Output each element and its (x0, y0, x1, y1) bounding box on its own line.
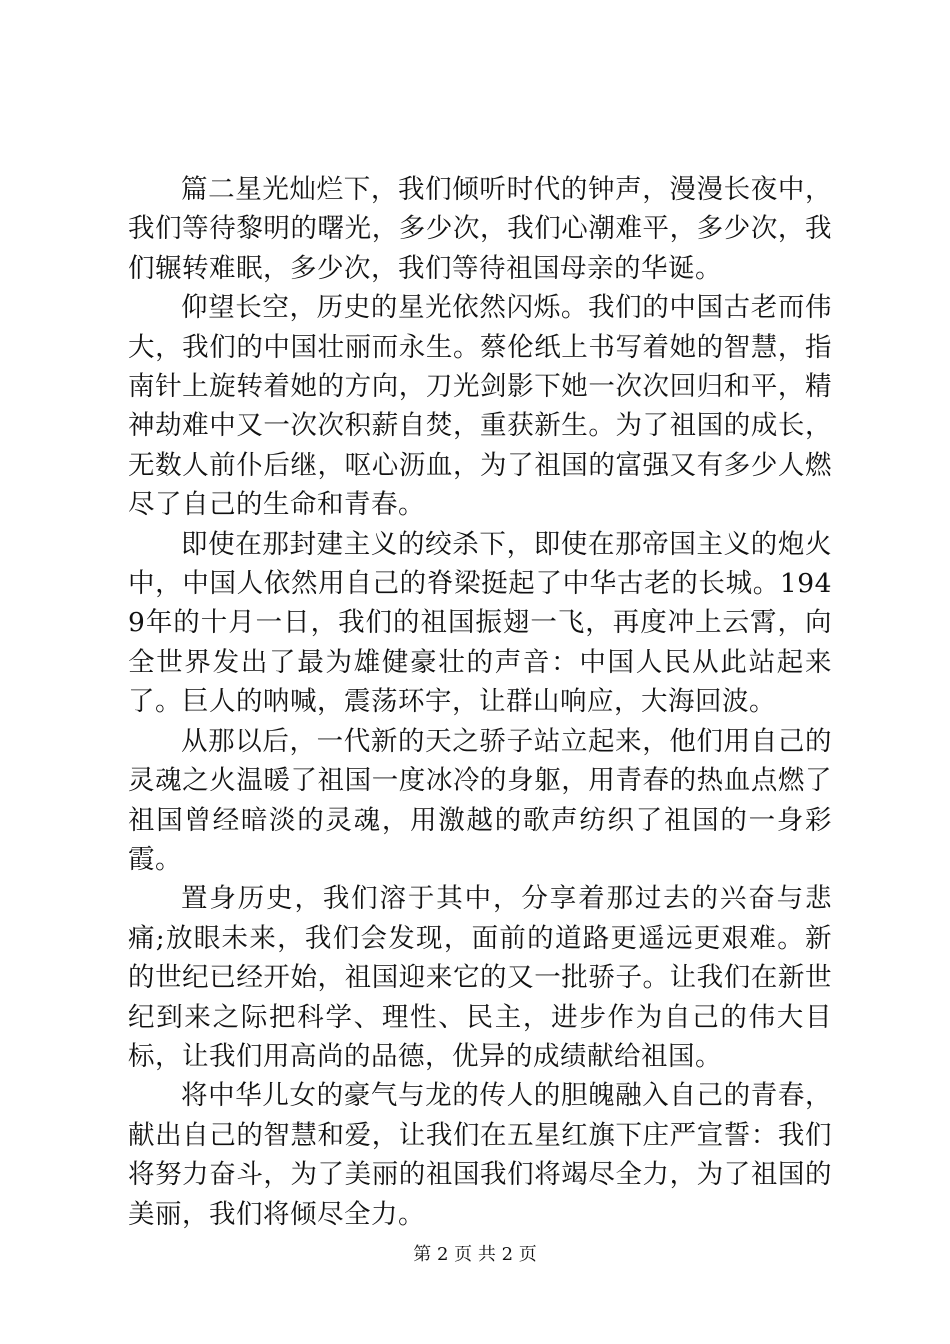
paragraph-3: 即使在那封建主义的绞杀下，即使在那帝国主义的炮火中，中国人依然用自己的脊梁挺起了中华古老的长城。1949年的十月一日，我们的祖国振翅一飞，再度冲上云霄，向全世界发出了最为雄健豪壮的声音：中国人民从此站起来了。巨人的呐喊，震荡环宇，让群山响应，大海回波。 (128, 528, 832, 718)
paragraph-1: 篇二星光灿烂下，我们倾听时代的钟声，漫漫长夜中，我们等待黎明的曙光，多少次，我们心潮难平，多少次，我们辗转难眠，多少次，我们等待祖国母亲的华诞。 (128, 174, 832, 284)
paragraph-4: 从那以后，一代新的天之骄子站立起来，他们用自己的灵魂之火温暖了祖国一度冰冷的身躯，用青春的热血点燃了祖国曾经暗淡的灵魂，用激越的歌声纺织了祖国的一身彩霞。 (128, 725, 832, 875)
document-body (128, 170, 832, 1234)
paragraph-6: 将中华儿女的豪气与龙的传人的胆魄融入自己的青春，献出自己的智慧和爱，让我们在五星红旗下庄严宣誓：我们将努力奋斗，为了美丽的祖国我们将竭尽全力，为了祖国的美丽，我们将倾尽全力。 (128, 1080, 832, 1230)
page-number-footer: 第 2 页 共 2 页 (413, 1244, 537, 1265)
paragraph-2: 仰望长空，历史的星光依然闪烁。我们的中国古老而伟大，我们的中国壮丽而永生。蔡伦纸上书写着她的智慧，指南针上旋转着她的方向，刀光剑影下她一次次回归和平，精神劫难中又一次次积薪自焚，重获新生。为了祖国的成长，无数人前仆后继，呕心沥血，为了祖国的富强又有多少人燃尽了自己的生命和青春。 (128, 292, 832, 521)
paragraph-5: 置身历史，我们溶于其中，分享着那过去的兴奋与悲痛;放眼未来，我们会发现，面前的道路更遥远更艰难。新的世纪已经开始，祖国迎来它的又一批骄子。让我们在新世纪到来之际把科学、理性、民主，进步作为自己的伟大目标，让我们用高尚的品德，优异的成绩献给祖国。 (128, 883, 832, 1072)
